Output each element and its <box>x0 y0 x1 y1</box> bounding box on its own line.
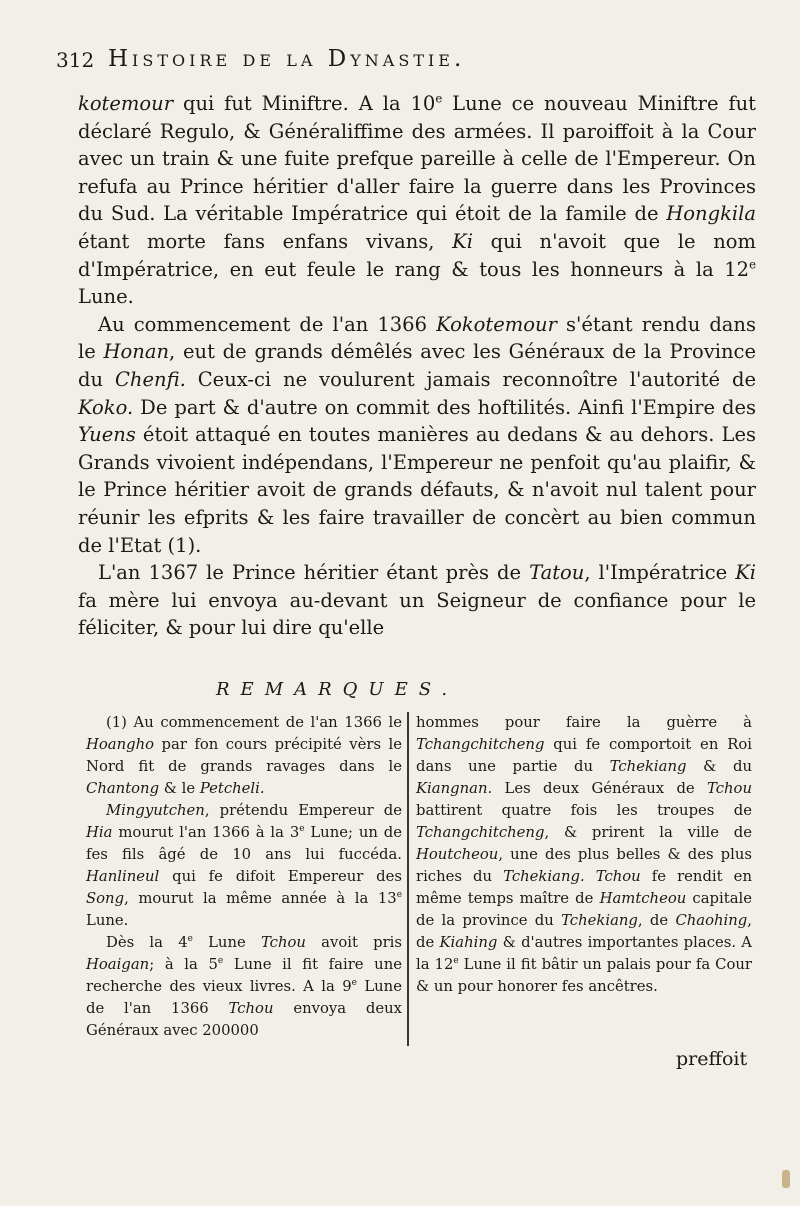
name-text: Tatou <box>529 561 585 585</box>
text-run: Lune il fit bâtir un palais pour fa Cour & un pour honorer fes ancêtres. <box>416 956 752 995</box>
name-text: Mingyutchen <box>106 802 205 819</box>
text-run: fa mère lui envoya au-devant un Seigneur de confiance pour le féliciter, & pour lui dire qu'elle <box>78 588 756 640</box>
text-run: Les deux Généraux de <box>492 780 708 797</box>
name-text: Tchekiang <box>561 912 638 929</box>
main-text <box>78 90 756 642</box>
text-run: Ceux-ci ne voulurent jamais reconnoître l'autorité de <box>185 367 756 391</box>
text-run: Lune <box>192 934 261 951</box>
ordinal-suffix: e <box>299 824 305 835</box>
text-run: qui fe difoit Empereur des <box>159 868 402 885</box>
running-title: Histoire de la Dynastie. <box>108 46 466 72</box>
name-text: Hanlineul <box>86 868 160 885</box>
text-run: Lune il fit faire une recherche des vieux livres. A la 9 <box>86 956 403 995</box>
name-text: kotemour <box>78 92 174 115</box>
footnote <box>416 712 752 998</box>
text-run: ; à la 5 <box>149 956 218 973</box>
name-text: Tchou <box>228 1000 274 1017</box>
text-run: & d'autres importantes places. A la 12 <box>416 934 752 973</box>
text-run <box>585 868 596 885</box>
paper-stain <box>782 1170 790 1188</box>
text-run: Lune. <box>86 912 129 929</box>
name-text: Kokotemour <box>436 312 557 336</box>
name-text: Hoangho <box>86 736 155 753</box>
text-run: envoya deux Généraux avec 200000 <box>86 1000 402 1039</box>
paragraph <box>78 311 756 559</box>
footnote <box>86 800 402 932</box>
notes-left-column <box>86 712 402 1042</box>
ordinal-suffix: e <box>749 257 756 272</box>
ordinal-suffix: e <box>435 91 443 106</box>
text-run: hommes pour faire la guèrre à <box>416 714 752 731</box>
text-run: Au commencement de l'an 1366 <box>98 312 437 336</box>
name-text: Tchekiang <box>609 758 687 775</box>
text-run: qui fe comportoit en Roi dans une partie du <box>416 736 752 775</box>
text-run: (1) Au commencement de l'an 1366 le <box>106 714 402 731</box>
text-run: qui fut Miniftre. A la 10 <box>173 92 436 115</box>
text-run: Lune de l'an 1366 <box>86 978 402 1017</box>
text-run: fe rendit en même temps maître de <box>416 868 752 907</box>
text-run: , l'Impératrice <box>584 561 736 585</box>
name-text: Tchou <box>260 934 306 951</box>
text-run: capitale de la province du <box>416 890 752 929</box>
remarques-heading: REMARQUES. <box>216 679 459 700</box>
column-divider <box>407 712 409 1046</box>
name-text: Hia <box>86 824 113 841</box>
name-text: Tchou <box>707 780 752 797</box>
catchword: preffoit <box>676 1048 748 1070</box>
text-run: , une des plus belles & des plus riches du <box>416 846 752 885</box>
name-text: Tchekiang. <box>503 868 585 885</box>
name-text: Chaohing <box>675 912 748 929</box>
text-run: Lune ce nouveau Miniftre fut déclaré Regulo, & Généraliffime des armées. Il paroiffoit à la Cour avec un train & une fuite prefque pareille à celle de l'Empereur. On refufa au Prince héritier d'aller faire la guerre dans les Provinces du Sud. La véritable Impératrice qui étoit de la famile de <box>78 92 757 226</box>
name-text: Honan <box>103 340 170 364</box>
text-run: , eut de grands démêlés avec les Généraux de la Province du <box>78 340 756 391</box>
text-run: étant morte fans enfans vivans, <box>78 229 453 253</box>
name-text: Hongkila <box>666 202 756 226</box>
text-run: & le <box>159 780 200 797</box>
ordinal-suffix: e <box>453 956 459 967</box>
text-run: qui n'avoit que le nom d'Impératrice, en eut feule le rang & tous les honneurs à la 12 <box>78 229 756 281</box>
text-run: De part & d'autre on commit des hoftilités. Ainfi l'Empire des <box>133 395 756 419</box>
text-run: Lune. <box>78 285 134 309</box>
name-text: Ki <box>452 229 473 253</box>
name-text: Tchangchitcheng <box>416 824 545 841</box>
ordinal-suffix: e <box>351 978 357 989</box>
text-run: mourut l'an 1366 à la 3 <box>112 824 300 841</box>
text-run: , prétendu Empereur de <box>204 802 402 819</box>
name-text: Chenfi. <box>115 367 186 391</box>
name-text: Tchangchitcheng <box>416 736 545 753</box>
text-run: , de <box>637 912 676 929</box>
name-text: Houtcheou <box>416 846 499 863</box>
text-run: étoit attaqué en toutes manières au dedans & au dehors. Les Grands vivoient indépendans, l'Empereur ne penfoit qu'au plaifir, & le Prince héritier avoit de grands défauts, & n'avoit nul talent pour réunir les efprits & les faire travailler de concèrt au bien commun de l'Etat (1). <box>78 423 756 557</box>
name-text: Tchou <box>595 868 641 885</box>
ordinal-suffix: e <box>396 890 402 901</box>
text-run: Dès la 4 <box>106 934 188 951</box>
name-text: Ki <box>735 561 756 585</box>
text-run: Lune; un de fes fils âgé de 10 ans lui fuccéda. <box>86 824 402 863</box>
text-run: , de <box>416 912 753 951</box>
name-text: Hamtcheou <box>599 890 687 907</box>
name-text: Hoaigan <box>86 956 150 973</box>
name-text: Yuens <box>78 423 136 447</box>
ordinal-suffix: e <box>187 934 193 945</box>
footnote <box>86 932 402 1042</box>
text-run: battirent quatre fois les troupes de <box>416 802 752 819</box>
text-run: L'an 1367 le Prince héritier étant près de <box>98 561 530 585</box>
name-text: Song <box>86 890 125 907</box>
text-run: , mourut la même année à la 13 <box>124 890 397 907</box>
footnote <box>86 712 402 800</box>
paragraph <box>78 559 756 642</box>
name-text: Kiangnan. <box>416 780 493 797</box>
text-run: s'étant rendu dans le <box>78 312 757 364</box>
name-text: Petcheli. <box>199 780 265 797</box>
notes-right-column <box>416 712 752 998</box>
text-run: avoit pris <box>305 934 402 951</box>
page-header <box>56 44 756 80</box>
name-text: Chantong <box>86 780 160 797</box>
page-number: 312 <box>56 48 95 72</box>
name-text: Koko. <box>78 395 134 419</box>
text-run: & du <box>686 758 752 775</box>
ordinal-suffix: e <box>217 956 224 967</box>
name-text: Kiahing <box>439 934 498 951</box>
text-run: , & prirent la ville de <box>544 824 752 841</box>
text-run: par fon cours précipité vèrs le Nord fit de grands ravages dans le <box>86 736 402 775</box>
paragraph <box>78 90 756 311</box>
